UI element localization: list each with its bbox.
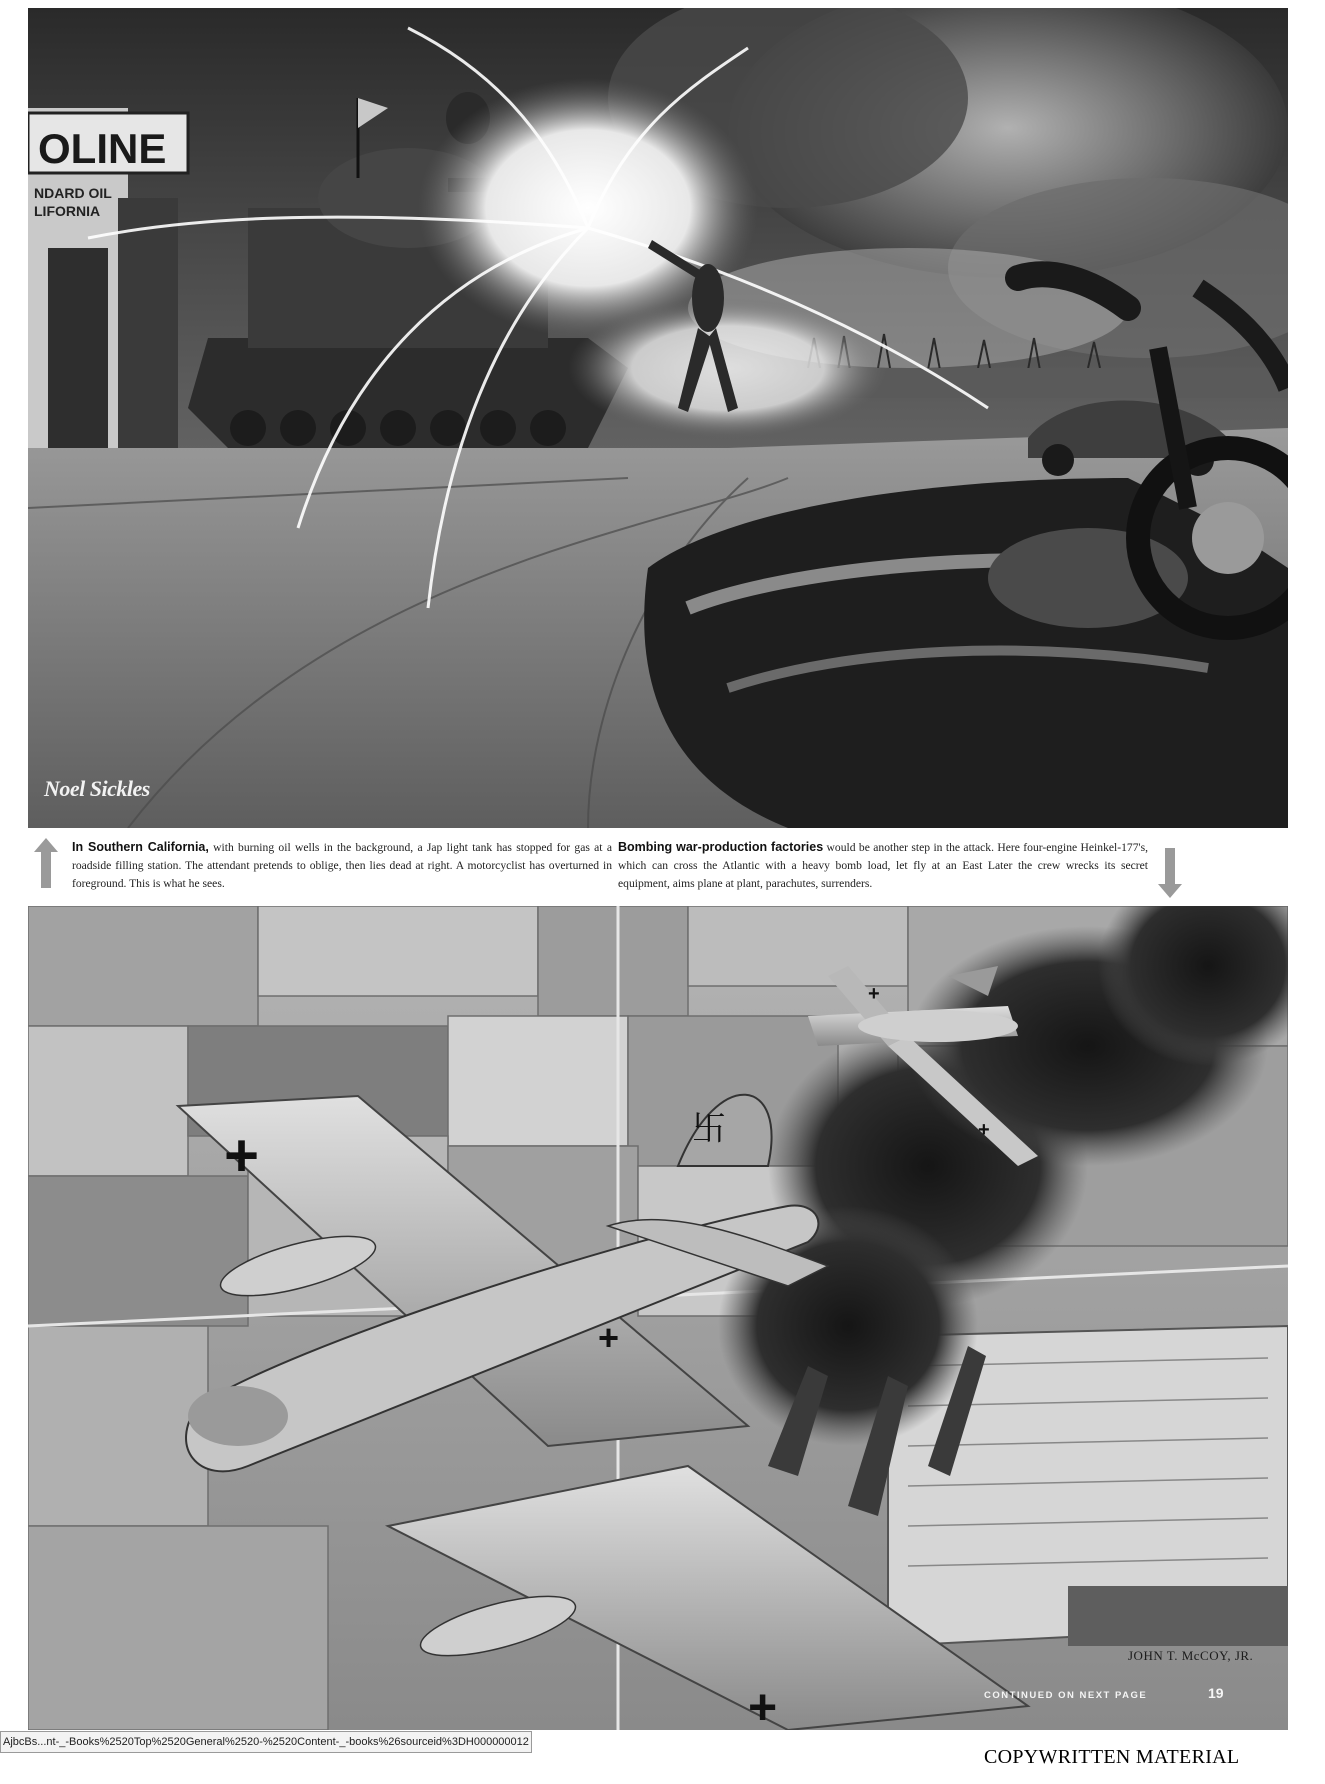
gas-station-sign-sub-2: LIFORNIA xyxy=(34,203,101,219)
svg-text:+: + xyxy=(868,983,880,1005)
svg-text:+: + xyxy=(598,1317,620,1358)
illustration-gas-station-attack xyxy=(28,8,1288,828)
caption-left-text: with burning oil wells in the background, a Jap light tank has stopped for gas at a roadside filling station. The attendant pretends to oblige, then lies dead at right. A motorcyclist has overturned in foreground. This is what he sees. xyxy=(72,841,612,890)
svg-text:卐: 卐 xyxy=(692,1109,726,1149)
page-number: 19 xyxy=(1208,1685,1224,1701)
caption-southern-california xyxy=(72,838,612,893)
gas-station-sign: OLINE xyxy=(38,125,167,172)
gas-station-sign-sub-1: NDARD OIL xyxy=(34,185,112,201)
caption-left-heading: In Southern California, xyxy=(72,840,209,854)
caption-right-heading: Bombing war-production factories xyxy=(618,840,824,854)
svg-text:+: + xyxy=(978,1119,990,1141)
svg-text:+: + xyxy=(224,1122,260,1189)
artist-signature-bottom: JOHN T. McCOY, JR. xyxy=(1128,1648,1254,1663)
svg-text:+: + xyxy=(748,1679,778,1730)
arrow-down-icon xyxy=(1158,848,1182,898)
arrow-up-icon xyxy=(34,838,58,888)
illustration-bombers-over-factory xyxy=(28,906,1288,1730)
continued-on-next-page: CONTINUED ON NEXT PAGE xyxy=(984,1690,1148,1701)
caption-bombing-factories xyxy=(618,838,1148,893)
caption-right-text: would be another step in the attack. Here four-engine Heinkel-177's, which can cross the Atlantic with a heavy bomb load, let fly at an East Later the crew wrecks its secret equipment, aims plane at plant, parachutes, surrenders. xyxy=(618,841,1148,890)
caption-band xyxy=(28,832,1288,902)
copyright-notice: COPYWRITTEN MATERIAL xyxy=(984,1746,1240,1768)
status-url-bar[interactable]: AjbcBs...nt-_-Books%2520Top%2520General%2520-%2520Content-_-books%26sourceid%3DH000000012 xyxy=(0,1731,532,1753)
artist-signature-top: Noel Sickles xyxy=(44,776,150,801)
